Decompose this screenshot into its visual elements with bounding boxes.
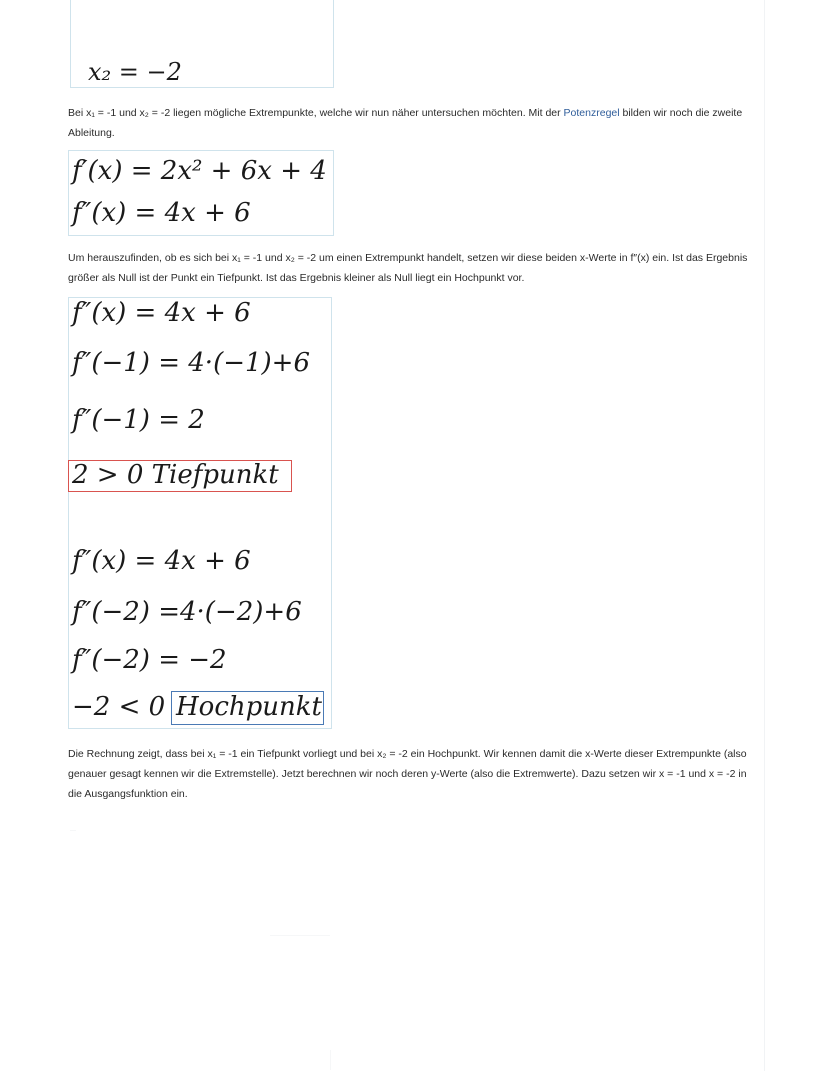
faint-artifact bbox=[330, 1050, 331, 1070]
paragraph-text: Bei x₁ = -1 und x₂ = -2 liegen mögliche Extrempunkte, welche wir nun näher untersuchen möchten. Mit der bbox=[68, 107, 564, 119]
paragraph-conclusion: Die Rechnung zeigt, dass bei x₁ = -1 ein Tiefpunkt vorliegt und bei x₂ = -2 ein Hochpunkt. Wir kennen damit die x-Werte dieser Extrempunkte (also genauer gesagt kennen wir die Extremstelle). Jetzt berechnen wir noch deren y-Werte (also die Extremwerte). Dazu setzen wir x = -1 und x = -2 in die Ausgangsfunktion ein. bbox=[68, 748, 747, 800]
check2-line1: f″(x) = 4x + 6 bbox=[72, 546, 251, 576]
check1-line1: f″(x) = 4x + 6 bbox=[72, 298, 251, 328]
page-right-rule bbox=[764, 0, 765, 1071]
paragraph-text: bilden wir noch die zweite Ableitung. bbox=[68, 107, 743, 139]
paragraph-second-derivative-intro bbox=[68, 103, 758, 143]
paragraph-check-explanation: Um herauszufinden, ob es sich bei x₁ = -1 und x₂ = -2 um einen Extrempunkt handelt, setzen wir diese beiden x-Werte in f″(x) ein. Ist das Ergebnis größer als Null ist der Punkt ein Tiefpunkt. Ist das Ergebnis kleiner als Null liegt ein Hochpunkt vor. bbox=[68, 252, 748, 284]
second-derivative: f″(x) = 4x + 6 bbox=[72, 198, 251, 228]
faint-artifact bbox=[70, 830, 76, 831]
check1-line2: f″(−1) = 4·(−1)+6 bbox=[72, 348, 311, 378]
check2-result-boxed: Hochpunkt bbox=[176, 692, 322, 722]
potenzregel-link[interactable]: Potenzregel bbox=[563, 107, 620, 119]
top-equation: x₂ = −2 bbox=[88, 58, 182, 86]
faint-artifact bbox=[270, 935, 330, 936]
first-derivative: f′(x) = 2x² + 6x + 4 bbox=[72, 156, 327, 186]
check2-line2: f″(−2) =4·(−2)+6 bbox=[72, 597, 302, 627]
check2-line3: f″(−2) = −2 bbox=[72, 645, 227, 675]
check1-result: 2 > 0 Tiefpunkt bbox=[72, 460, 279, 490]
check1-line3: f″(−1) = 2 bbox=[72, 405, 205, 435]
check2-result-prefix: −2 < 0 bbox=[72, 692, 166, 722]
